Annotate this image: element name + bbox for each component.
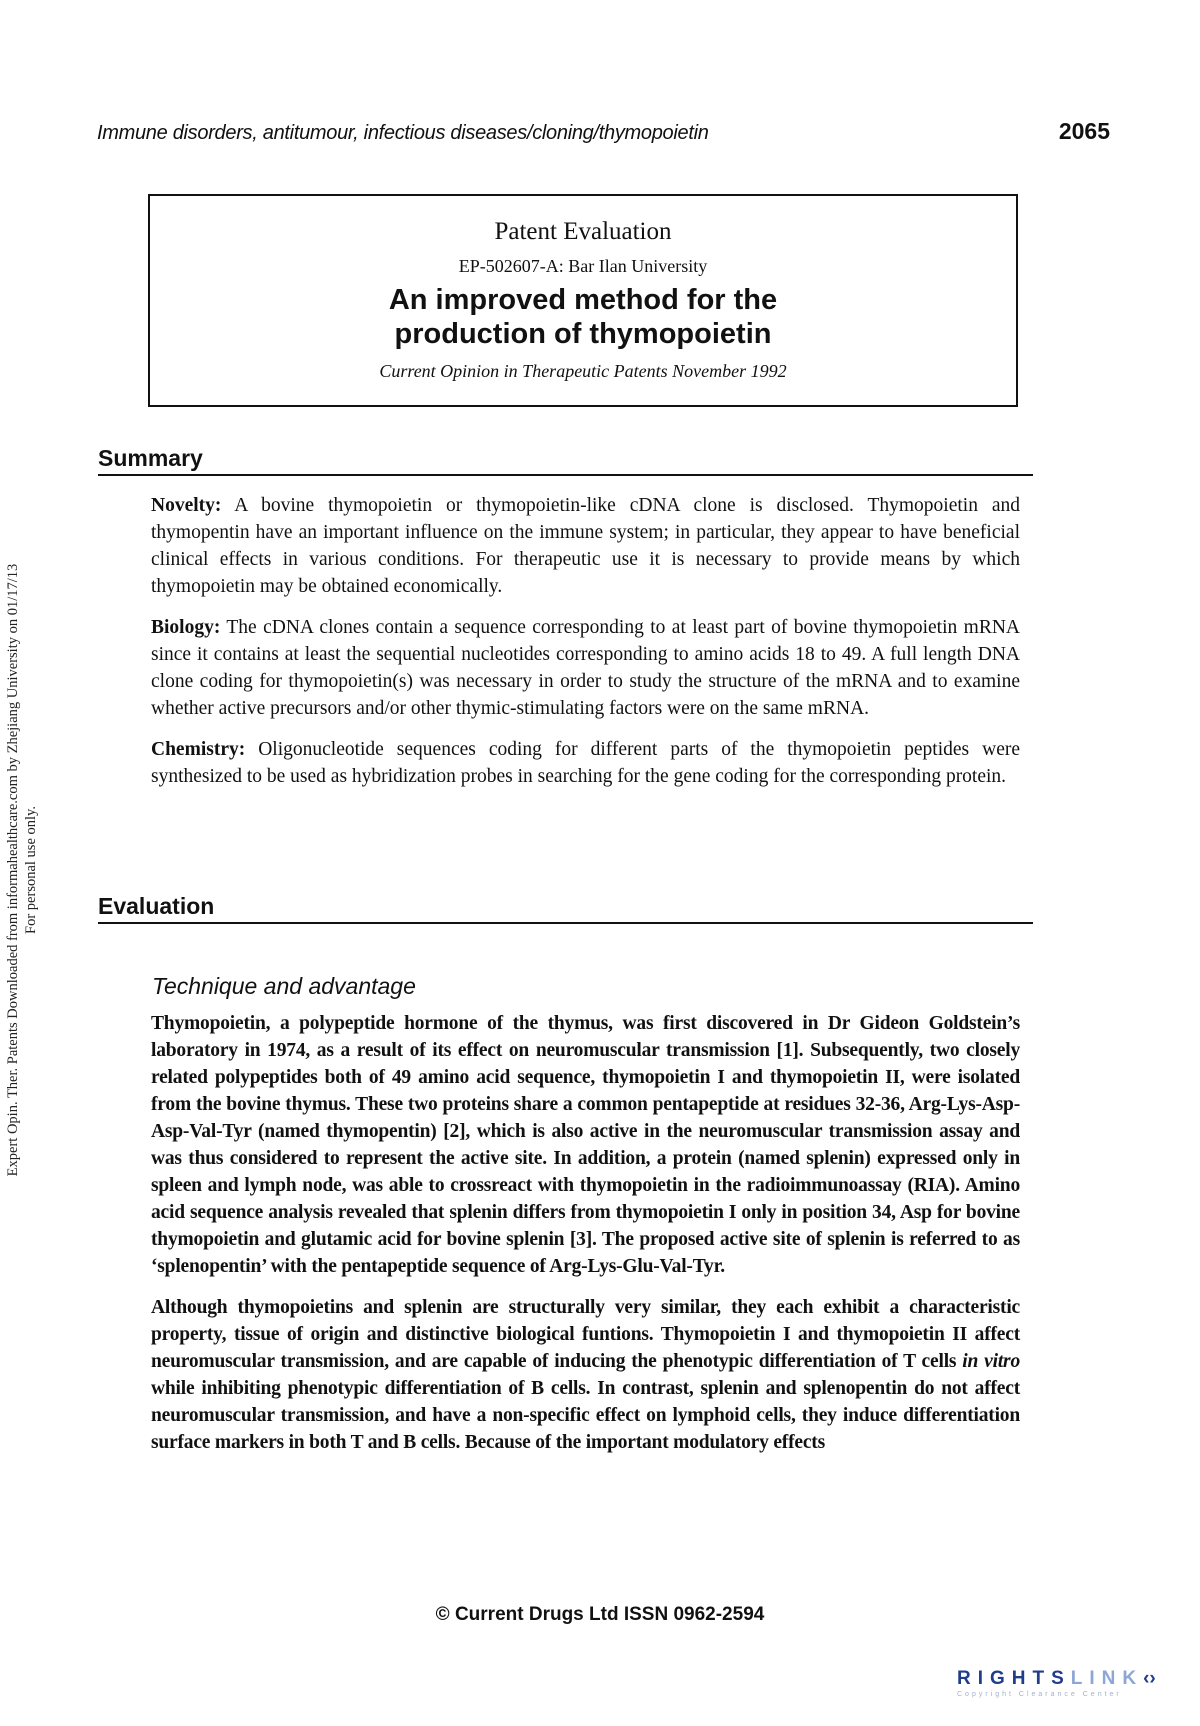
title-line-2: production of thymopoietin xyxy=(394,318,772,350)
chemistry-paragraph: Chemistry: Oligonucleotide sequences coding for different parts of the thymopoietin peptides were synthesized to be used as hybridization probes in searching for the gene coding for the corresponding protein. xyxy=(151,739,1020,787)
summary-section xyxy=(151,492,1020,804)
watermark-line-2: For personal use only. xyxy=(23,806,39,934)
summary-heading: Summary xyxy=(98,445,1033,476)
box-label: Patent Evaluation xyxy=(494,218,672,245)
title-line-1: An improved method for the xyxy=(388,284,778,316)
running-head xyxy=(97,118,1110,145)
article-title xyxy=(150,283,1016,351)
biology-label: Biology: xyxy=(151,617,221,638)
download-watermark xyxy=(4,510,44,1230)
biology-paragraph: Biology: The cDNA clones contain a sequence corresponding to at least part of bovine thymopoietin mRNA since it contains at least the sequential nucleotides corresponding to amino acids 18 to 49. A full length DNA clone coding for thymopoietin(s) was necessary in order to study the structure of the mRNA and to examine whether active precursors and/or other thymic-stimulating factors were on the same mRNA. xyxy=(151,617,1020,719)
rightslink-arrow-icon: ‹› xyxy=(1143,1668,1156,1689)
evaluation-heading: Evaluation xyxy=(98,893,1033,924)
rightslink-logo[interactable]: RIGHTSLINK‹› Copyright Clearance Center xyxy=(957,1668,1187,1698)
chemistry-label: Chemistry: xyxy=(151,739,246,760)
rightslink-tagline: Copyright Clearance Center xyxy=(957,1691,1122,1698)
copyright-footer: © Current Drugs Ltd ISSN 0962-2594 xyxy=(435,1604,765,1625)
title-box xyxy=(148,194,1018,407)
watermark-line-1: Expert Opin. Ther. Patents Downloaded from informahealthcare.com by Zhejiang University on 01/17/13 xyxy=(5,563,21,1177)
journal-citation: Current Opinion in Therapeutic Patents November 1992 xyxy=(379,361,787,381)
technique-subheading: Technique and advantage xyxy=(152,973,416,999)
running-title: Immune disorders, antitumour, infectious diseases/cloning/thymopoietin xyxy=(97,122,709,144)
evaluation-paragraph-1: Thymopoietin, a polypeptide hormone of the thymus, was first discovered in Dr Gideon Goldstein’s laboratory in 1974, as a result of its effect on neuromuscular transmission [1]. Subsequently, two closely related polypeptides both of 49 amino acid sequence, thymopoietin I and thymopoietin II, were isolated from the bovine thymus. These two proteins share a common pentapeptide at residues 32-36, Arg-Lys-Asp-Asp-Val-Tyr (named thymopentin) [2], which is also active in the neuromuscular transmission assay and was thus considered to represent the active site. In addition, a protein (named splenin) expressed only in spleen and lymph node, was able to crossreact with thymopoietin in the radioimmunoassay (RIA). Amino acid sequence analysis revealed that splenin differs from thymopoietin I only in position 34, Asp for bovine thymopoietin and glutamic acid for bovine splenin [3]. The proposed active site of splenin is referred to as ‘splenopentin’ with the pentapeptide sequence of Arg-Lys-Glu-Val-Tyr. xyxy=(151,1013,1020,1277)
evaluation-paragraph-2: Although thymopoietins and splenin are structurally very similar, they each exhibit a characteristic property, tissue of origin and distinctive biological funtions. Thymopoietin I and thymopoietin II affect neuromuscular transmission, and are capable of inducing the phenotypic differentiation of T cells in vitro while inhibiting phenotypic differentiation of B cells. In contrast, splenin and splenopentin do not affect neuromuscular transmission, and have a non-specific effect on lymphoid cells, they induce differentiation surface markers in both T and B cells. Because of the important modulatory effects xyxy=(151,1297,1020,1453)
page-number: 2065 xyxy=(1058,118,1110,144)
patent-number: EP-502607-A: Bar Ilan University xyxy=(458,256,708,276)
novelty-label: Novelty: xyxy=(151,495,222,516)
evaluation-body xyxy=(151,1010,1020,1470)
novelty-paragraph: Novelty: A bovine thymopoietin or thymopoietin-like cDNA clone is disclosed. Thymopoietin and thymopentin have an important influence on the immune system; in particular, they appear to have beneficial clinical effects in various conditions. For therapeutic use it is necessary to provide means by which thymopoietin may be obtained economically. xyxy=(151,495,1020,597)
